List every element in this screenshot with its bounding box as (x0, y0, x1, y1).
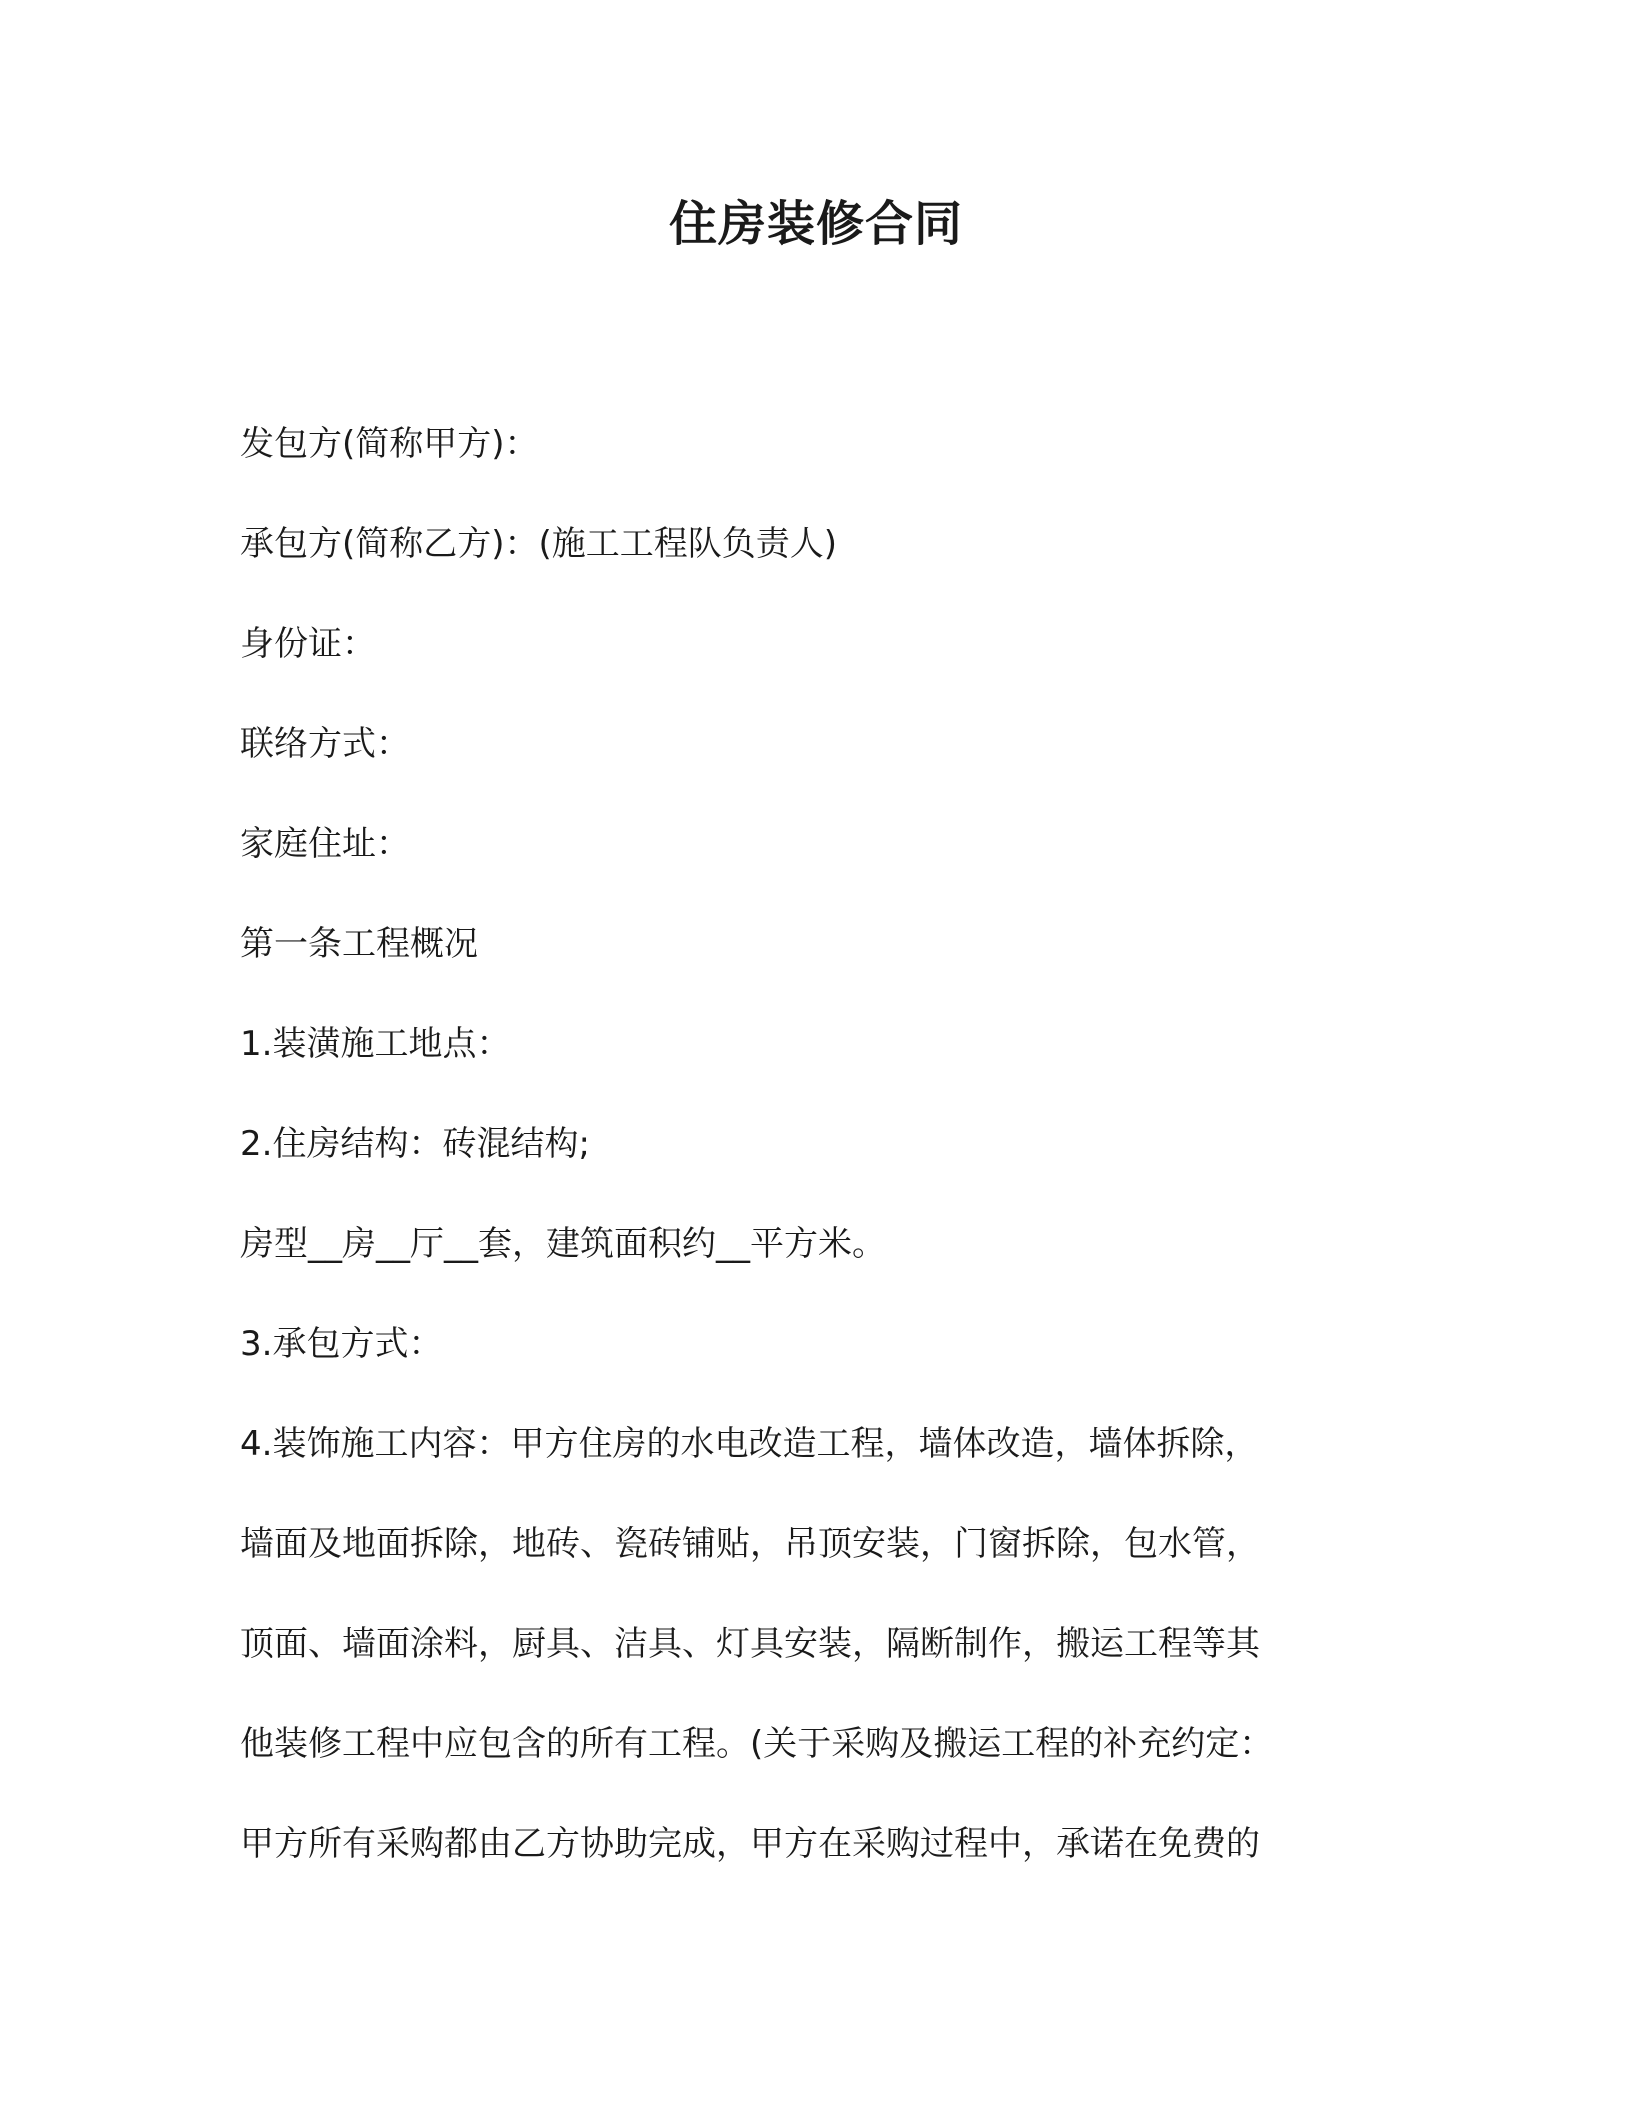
item-4-content-line-1: 4.装饰施工内容：甲方住房的水电改造工程，墙体改造，墙体拆除， (240, 1424, 1259, 1464)
item-1-location: 1.装潢施工地点： (240, 1024, 511, 1064)
item-4-content-line-2: 墙面及地面拆除，地砖、瓷砖铺贴，吊顶安装，门窗拆除，包水管， (240, 1524, 1260, 1564)
address-line: 家庭住址： (240, 824, 410, 864)
contact-line: 联络方式： (240, 724, 410, 764)
item-4-content-line-3: 顶面、墙面涂料，厨具、洁具、灯具安装，隔断制作，搬运工程等其 (240, 1624, 1260, 1664)
party-a-line: 发包方(简称甲方)： (240, 424, 539, 464)
item-4-content-line-5: 甲方所有采购都由乙方协助完成，甲方在采购过程中，承诺在免费的 (240, 1824, 1260, 1864)
id-card-line: 身份证： (240, 624, 376, 664)
party-b-line: 承包方(简称乙方)：(施工工程队负责人) (240, 524, 838, 564)
item-3-contract-mode: 3.承包方式： (240, 1324, 443, 1364)
document-title: 住房装修合同 (668, 196, 963, 252)
item-4-content-line-4: 他装修工程中应包含的所有工程。(关于采购及搬运工程的补充约定： (240, 1724, 1274, 1764)
article-one-heading: 第一条工程概况 (240, 924, 478, 964)
house-type-line: 房型__房__厅__套，建筑面积约__平方米。 (240, 1224, 886, 1264)
item-2-structure: 2.住房结构：砖混结构; (240, 1124, 590, 1164)
